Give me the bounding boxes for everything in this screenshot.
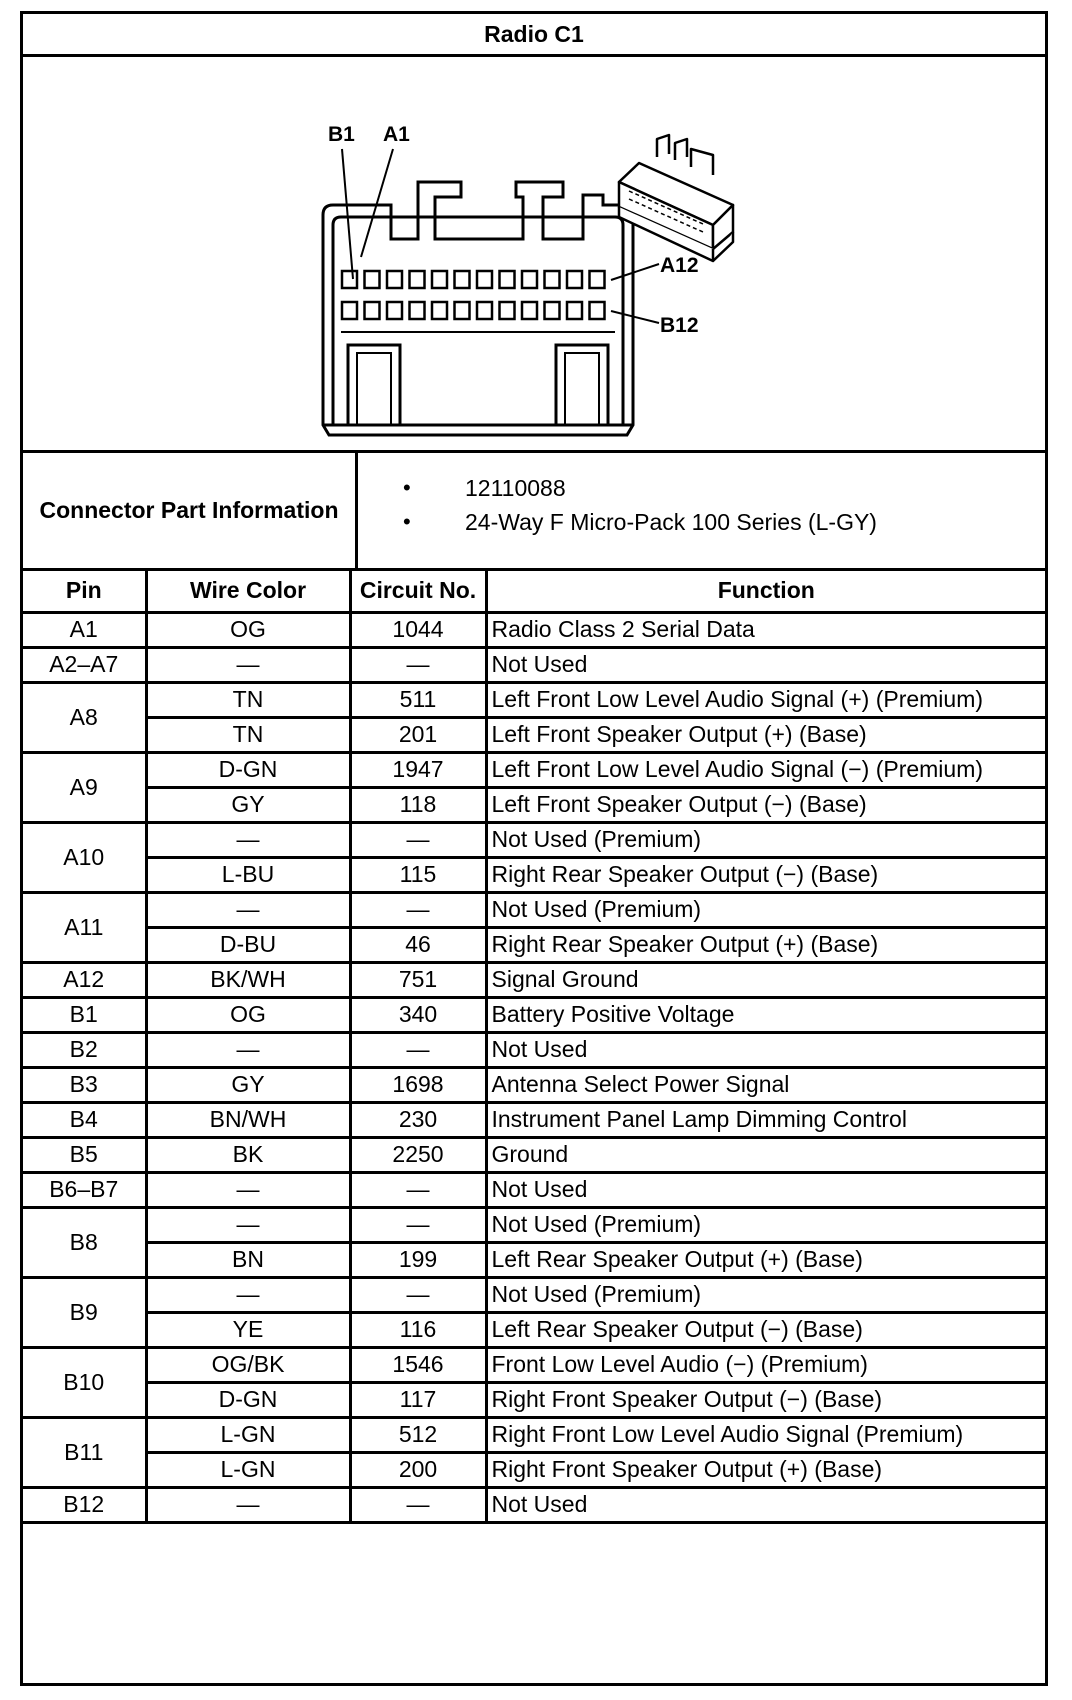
part-info-list	[403, 471, 877, 539]
part-number: 12110088	[465, 475, 566, 501]
pin-cell: B1	[23, 997, 146, 1032]
circuit-cell: 230	[350, 1102, 486, 1137]
circuit-cell: —	[350, 822, 486, 857]
function-cell: Right Front Speaker Output (−) (Base)	[486, 1382, 1045, 1417]
part-info-label: Connector Part Information	[23, 453, 358, 568]
pin-cavity	[522, 302, 537, 319]
circuit-cell: 118	[350, 787, 486, 822]
pin-cell: B11	[23, 1417, 146, 1487]
table-row	[23, 1207, 1045, 1242]
function-cell: Right Rear Speaker Output (+) (Base)	[486, 927, 1045, 962]
wire-color-cell: —	[146, 892, 350, 927]
function-cell: Not Used	[486, 1487, 1045, 1522]
table-row	[23, 1137, 1045, 1172]
function-cell: Front Low Level Audio (−) (Premium)	[486, 1347, 1045, 1382]
connector-sheet	[20, 11, 1048, 1686]
circuit-cell: 511	[350, 682, 486, 717]
pin-cavity	[410, 271, 425, 288]
function-cell: Left Front Speaker Output (−) (Base)	[486, 787, 1045, 822]
function-cell: Ground	[486, 1137, 1045, 1172]
wire-color-cell: BN	[146, 1242, 350, 1277]
function-cell: Instrument Panel Lamp Dimming Control	[486, 1102, 1045, 1137]
connector-description: 24-Way F Micro-Pack 100 Series (L-GY)	[465, 509, 877, 535]
part-info-item	[403, 471, 877, 505]
circuit-cell: 751	[350, 962, 486, 997]
function-cell: Battery Positive Voltage	[486, 997, 1045, 1032]
wire-color-cell: YE	[146, 1312, 350, 1347]
circuit-cell: 1947	[350, 752, 486, 787]
pin-cavity	[590, 302, 605, 319]
connector-face-drawing	[23, 57, 1045, 453]
function-cell: Not Used (Premium)	[486, 1277, 1045, 1312]
pin-cell: A1	[23, 612, 146, 647]
table-row	[23, 1067, 1045, 1102]
table-row	[23, 962, 1045, 997]
pin-cavity	[342, 302, 357, 319]
pin-label-a1: A1	[383, 123, 410, 146]
circuit-cell: 2250	[350, 1137, 486, 1172]
wire-color-cell: OG	[146, 612, 350, 647]
wire-color-cell: —	[146, 1207, 350, 1242]
circuit-cell: 117	[350, 1382, 486, 1417]
wire-color-cell: L-BU	[146, 857, 350, 892]
bullet-icon: •	[403, 475, 411, 500]
pin-cell: B3	[23, 1067, 146, 1102]
pinout-table	[23, 571, 1045, 1524]
circuit-cell: 115	[350, 857, 486, 892]
header-circuit-no: Circuit No.	[350, 571, 486, 612]
pin-cavity	[455, 271, 470, 288]
part-info-item	[403, 505, 877, 539]
table-row	[23, 787, 1045, 822]
pin-cavity	[590, 271, 605, 288]
pin-cell: A9	[23, 752, 146, 822]
pin-cell: A8	[23, 682, 146, 752]
table-row	[23, 1417, 1045, 1452]
wire-color-cell: D-GN	[146, 752, 350, 787]
pin-label-b12: B12	[660, 314, 699, 337]
pin-cell: B12	[23, 1487, 146, 1522]
circuit-cell: 1546	[350, 1347, 486, 1382]
function-cell: Left Rear Speaker Output (+) (Base)	[486, 1242, 1045, 1277]
circuit-cell: —	[350, 1032, 486, 1067]
connector-diagram	[23, 57, 1045, 453]
pin-cavity	[387, 302, 402, 319]
pin-label-b1: B1	[328, 123, 355, 146]
function-cell: Right Rear Speaker Output (−) (Base)	[486, 857, 1045, 892]
pin-cell: A11	[23, 892, 146, 962]
pin-cell: B8	[23, 1207, 146, 1277]
table-row	[23, 1347, 1045, 1382]
table-row	[23, 1277, 1045, 1312]
pin-cell: B5	[23, 1137, 146, 1172]
table-row	[23, 1487, 1045, 1522]
table-row	[23, 997, 1045, 1032]
page-title: Radio C1	[23, 14, 1045, 57]
function-cell: Radio Class 2 Serial Data	[486, 612, 1045, 647]
wire-color-cell: D-GN	[146, 1382, 350, 1417]
pin-cavity	[567, 302, 582, 319]
circuit-cell: —	[350, 1207, 486, 1242]
function-cell: Left Front Speaker Output (+) (Base)	[486, 717, 1045, 752]
circuit-cell: —	[350, 892, 486, 927]
bullet-icon: •	[403, 509, 411, 534]
function-cell: Not Used	[486, 1172, 1045, 1207]
function-cell: Not Used (Premium)	[486, 892, 1045, 927]
wire-color-cell: L-GN	[146, 1417, 350, 1452]
pin-cavity-grid	[342, 271, 605, 319]
circuit-cell: —	[350, 1172, 486, 1207]
pin-cavity	[342, 271, 357, 288]
table-row	[23, 1452, 1045, 1487]
table-header-row	[23, 571, 1045, 612]
table-row	[23, 717, 1045, 752]
pin-cavity	[500, 302, 515, 319]
pin-cavity	[545, 302, 560, 319]
function-cell: Left Rear Speaker Output (−) (Base)	[486, 1312, 1045, 1347]
function-cell: Right Front Low Level Audio Signal (Premium)	[486, 1417, 1045, 1452]
table-row	[23, 1172, 1045, 1207]
pin-cavity	[477, 271, 492, 288]
function-cell: Not Used (Premium)	[486, 822, 1045, 857]
pin-cavity	[432, 302, 447, 319]
wire-color-cell: TN	[146, 682, 350, 717]
circuit-cell: —	[350, 1487, 486, 1522]
wire-color-cell: —	[146, 647, 350, 682]
circuit-cell: 1044	[350, 612, 486, 647]
table-row	[23, 1382, 1045, 1417]
pin-cavity	[500, 271, 515, 288]
wire-color-cell: L-GN	[146, 1452, 350, 1487]
table-row	[23, 752, 1045, 787]
function-cell: Not Used	[486, 1032, 1045, 1067]
wire-color-cell: —	[146, 1487, 350, 1522]
pin-cavity	[365, 302, 380, 319]
function-cell: Signal Ground	[486, 962, 1045, 997]
pin-cavity	[365, 271, 380, 288]
pin-cavity	[387, 271, 402, 288]
pin-cell: A10	[23, 822, 146, 892]
circuit-cell: 512	[350, 1417, 486, 1452]
wire-color-cell: —	[146, 1032, 350, 1067]
wire-color-cell: —	[146, 822, 350, 857]
connector-part-information	[23, 453, 1045, 571]
pin-cavity	[567, 271, 582, 288]
pin-cell: B10	[23, 1347, 146, 1417]
wire-color-cell: BK	[146, 1137, 350, 1172]
pin-cell: B4	[23, 1102, 146, 1137]
circuit-cell: 46	[350, 927, 486, 962]
circuit-cell: 116	[350, 1312, 486, 1347]
circuit-cell: —	[350, 1277, 486, 1312]
pin-cell: B6–B7	[23, 1172, 146, 1207]
circuit-cell: 201	[350, 717, 486, 752]
pin-cell: B9	[23, 1277, 146, 1347]
function-cell: Antenna Select Power Signal	[486, 1067, 1045, 1102]
header-wire-color: Wire Color	[146, 571, 350, 612]
wire-color-cell: OG/BK	[146, 1347, 350, 1382]
circuit-cell: 340	[350, 997, 486, 1032]
wire-color-cell: BN/WH	[146, 1102, 350, 1137]
wire-color-cell: GY	[146, 1067, 350, 1102]
function-cell: Not Used (Premium)	[486, 1207, 1045, 1242]
table-row	[23, 1312, 1045, 1347]
circuit-cell: —	[350, 647, 486, 682]
pin-cavity	[432, 271, 447, 288]
function-cell: Left Front Low Level Audio Signal (−) (Premium)	[486, 752, 1045, 787]
function-cell: Left Front Low Level Audio Signal (+) (Premium)	[486, 682, 1045, 717]
wire-color-cell: —	[146, 1277, 350, 1312]
table-row	[23, 1102, 1045, 1137]
function-cell: Right Front Speaker Output (+) (Base)	[486, 1452, 1045, 1487]
pin-label-a12: A12	[660, 254, 699, 277]
wire-color-cell: GY	[146, 787, 350, 822]
pin-cavity	[522, 271, 537, 288]
circuit-cell: 200	[350, 1452, 486, 1487]
table-row	[23, 612, 1045, 647]
pin-cavity	[410, 302, 425, 319]
wire-color-cell: D-BU	[146, 927, 350, 962]
header-pin: Pin	[23, 571, 146, 612]
pin-cell: A2–A7	[23, 647, 146, 682]
header-function: Function	[486, 571, 1045, 612]
wire-color-cell: TN	[146, 717, 350, 752]
pinout-table-body	[23, 612, 1045, 1522]
table-row	[23, 822, 1045, 857]
wire-color-cell: OG	[146, 997, 350, 1032]
pin-cell: A12	[23, 962, 146, 997]
connector-3d-icon	[619, 135, 733, 261]
wire-color-cell: BK/WH	[146, 962, 350, 997]
table-row	[23, 1032, 1045, 1067]
pin-cell: B2	[23, 1032, 146, 1067]
table-row	[23, 927, 1045, 962]
table-row	[23, 647, 1045, 682]
table-row	[23, 892, 1045, 927]
pin-cavity	[455, 302, 470, 319]
wire-color-cell: —	[146, 1172, 350, 1207]
circuit-cell: 199	[350, 1242, 486, 1277]
pin-cavity	[477, 302, 492, 319]
pin-cavity	[545, 271, 560, 288]
circuit-cell: 1698	[350, 1067, 486, 1102]
table-row	[23, 857, 1045, 892]
table-row	[23, 682, 1045, 717]
function-cell: Not Used	[486, 647, 1045, 682]
table-row	[23, 1242, 1045, 1277]
